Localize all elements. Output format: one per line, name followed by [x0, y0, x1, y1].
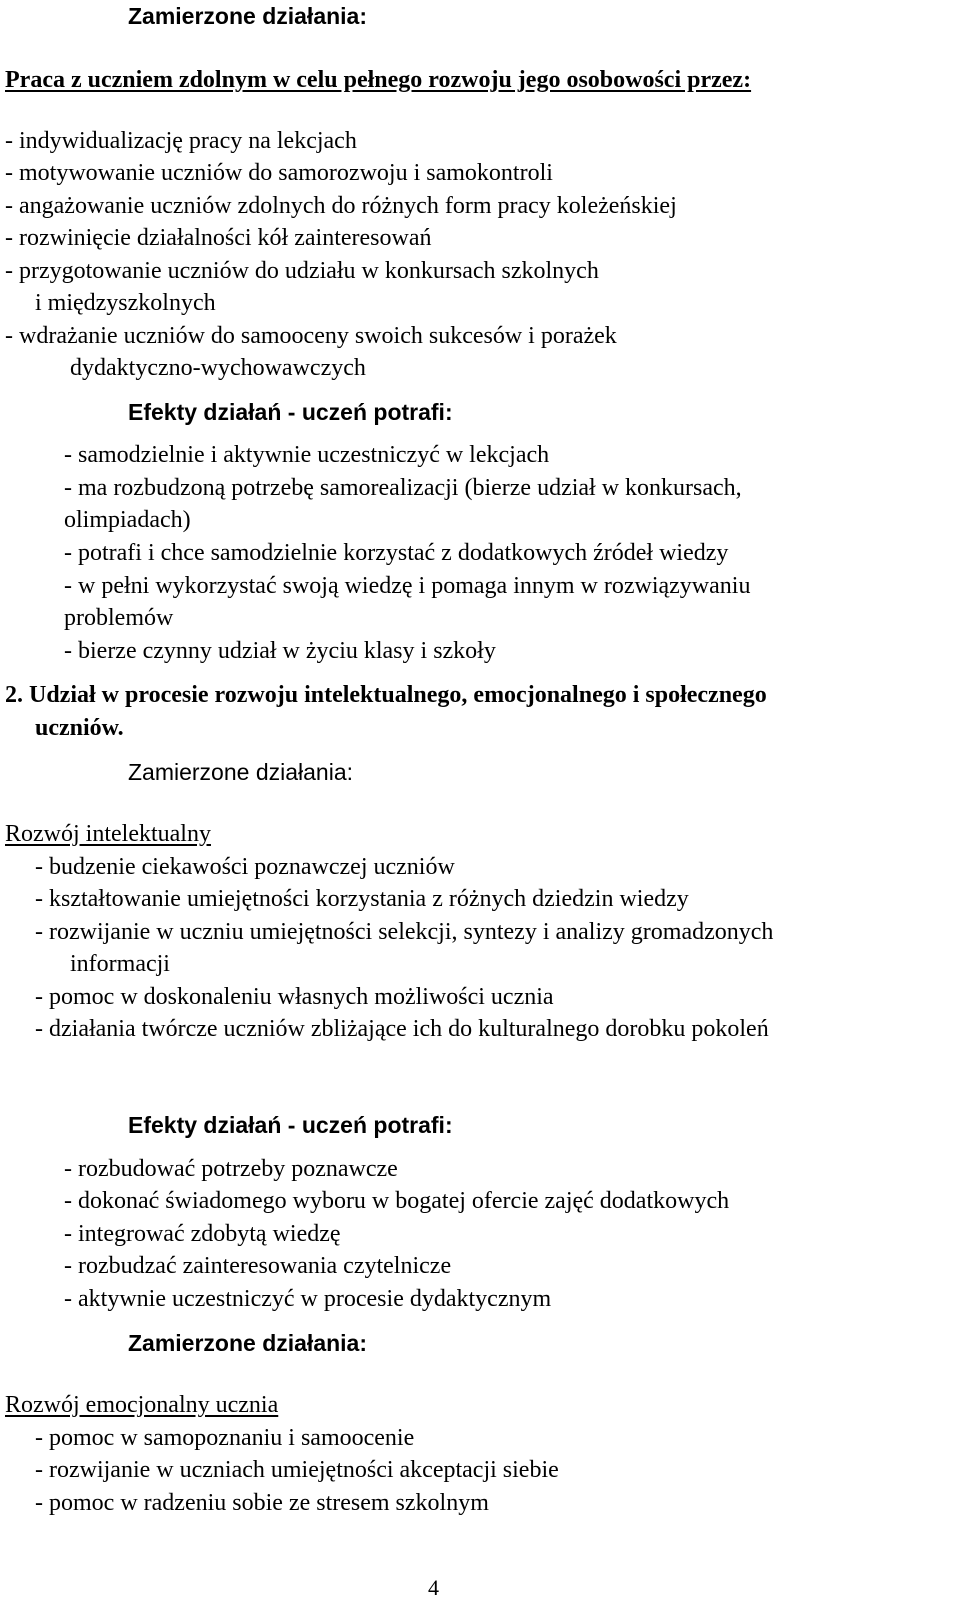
- heading-efekty-dzialan: Efekty działań - uczeń potrafi:: [128, 399, 453, 425]
- page-number: 4: [428, 1575, 439, 1600]
- list-item-continuation: informacji: [70, 951, 170, 977]
- list-item: - rozwinięcie działalności kół zainteresowań: [5, 225, 432, 251]
- section-2-title-continuation: uczniów.: [35, 715, 124, 741]
- list-item: - działania twórcze uczniów zbliżające ich do kulturalnego dorobku pokoleń: [35, 1016, 769, 1042]
- list-item-continuation: i międzyszkolnych: [35, 290, 216, 316]
- list-item: - budzenie ciekawości poznawczej uczniów: [35, 854, 455, 880]
- list-item: - wdrażanie uczniów do samooceny swoich sukcesów i porażek: [5, 323, 617, 349]
- lead-paragraph: Praca z uczniem zdolnym w celu pełnego rozwoju jego osobowości przez:: [5, 67, 752, 93]
- effect-item: - integrować zdobytą wiedzę: [64, 1221, 341, 1247]
- effect-item: - bierze czynny udział w życiu klasy i szkoły: [64, 638, 496, 664]
- list-item: - pomoc w doskonaleniu własnych możliwości ucznia: [35, 984, 554, 1010]
- list-item: - kształtowanie umiejętności korzystania z różnych dziedzin wiedzy: [35, 886, 689, 912]
- heading-zamierzone-dzialania: Zamierzone działania:: [128, 759, 354, 785]
- effect-item-continuation: problemów: [64, 605, 174, 631]
- list-item: - angażowanie uczniów zdolnych do różnych form pracy koleżeńskiej: [5, 193, 677, 219]
- effect-item: - samodzielnie i aktywnie uczestniczyć w lekcjach: [64, 442, 550, 468]
- heading-efekty-dzialan: Efekty działań - uczeń potrafi:: [128, 1112, 453, 1138]
- list-item: - pomoc w radzeniu sobie ze stresem szkolnym: [35, 1490, 489, 1516]
- effect-item: - aktywnie uczestniczyć w procesie dydaktycznym: [64, 1286, 552, 1312]
- effect-item: - w pełni wykorzystać swoją wiedzę i pomaga innym w rozwiązywaniu: [64, 573, 751, 599]
- list-item: - przygotowanie uczniów do udziału w konkursach szkolnych: [5, 258, 599, 284]
- list-item: - motywowanie uczniów do samorozwoju i samokontroli: [5, 160, 553, 186]
- list-item: - rozwijanie w uczniach umiejętności akceptacji siebie: [35, 1457, 559, 1483]
- list-item: - rozwijanie w uczniu umiejętności selekcji, syntezy i analizy gromadzonych: [35, 919, 774, 945]
- heading-zamierzone-dzialania: Zamierzone działania:: [128, 1330, 368, 1356]
- section-2-title: 2. Udział w procesie rozwoju intelektualnego, emocjonalnego i społecznego: [5, 682, 767, 708]
- subheading-rozwoj-emocjonalny: Rozwój emocjonalny ucznia: [5, 1392, 279, 1418]
- list-item: - pomoc w samopoznaniu i samoocenie: [35, 1425, 415, 1451]
- heading-zamierzone-dzialania: Zamierzone działania:: [128, 3, 368, 29]
- subheading-rozwoj-intelektualny: Rozwój intelektualny: [5, 821, 211, 847]
- effect-item-continuation: olimpiadach): [64, 507, 191, 533]
- effect-item: - potrafi i chce samodzielnie korzystać z dodatkowych źródeł wiedzy: [64, 540, 729, 566]
- effect-item: - rozbudować potrzeby poznawcze: [64, 1156, 398, 1182]
- list-item-continuation: dydaktyczno-wychowawczych: [70, 355, 366, 381]
- list-item: - indywidualizację pracy na lekcjach: [5, 128, 357, 154]
- effect-item: - ma rozbudzoną potrzebę samorealizacji (bierze udział w konkursach,: [64, 475, 742, 501]
- effect-item: - rozbudzać zainteresowania czytelnicze: [64, 1253, 452, 1279]
- effect-item: - dokonać świadomego wyboru w bogatej ofercie zajęć dodatkowych: [64, 1188, 730, 1214]
